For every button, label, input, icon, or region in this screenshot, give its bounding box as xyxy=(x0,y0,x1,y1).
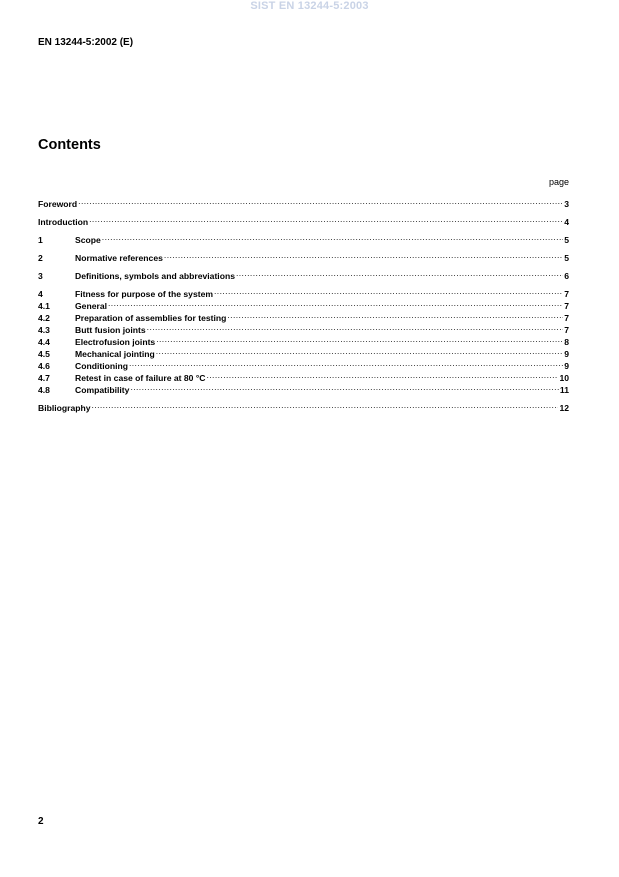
toc-entry-number: 4.5 xyxy=(38,349,50,359)
toc-entry-title: Conditioning xyxy=(75,361,128,371)
toc-entry-number: 1 xyxy=(38,235,43,245)
toc-dot-leader xyxy=(89,214,563,225)
toc-entry[interactable] xyxy=(38,286,569,297)
toc-entry-number: 4.6 xyxy=(38,361,50,371)
toc-entry[interactable] xyxy=(38,232,569,243)
toc-entry-page: 9 xyxy=(564,361,569,371)
toc-entry[interactable] xyxy=(38,358,569,369)
toc-entry-title: Compatibility xyxy=(75,385,130,395)
toc-entry-page: 6 xyxy=(564,271,569,281)
toc-entry[interactable] xyxy=(38,382,569,393)
toc-entry-page: 9 xyxy=(564,349,569,359)
document-id: EN 13244-5:2002 (E) xyxy=(38,37,134,48)
contents-title: Contents xyxy=(38,137,101,153)
toc-entry-page: 7 xyxy=(564,289,569,299)
toc-entry-page: 10 xyxy=(559,373,569,383)
toc-dot-leader xyxy=(227,310,563,321)
toc-dot-leader xyxy=(108,298,563,309)
toc-entry-title: Fitness for purpose of the system xyxy=(75,289,214,299)
toc-entry-title: Preparation of assemblies for testing xyxy=(75,313,227,323)
toc-entry-page: 7 xyxy=(564,325,569,335)
toc-dot-leader xyxy=(206,370,558,381)
toc-entry-title: Electrofusion joints xyxy=(75,337,156,347)
toc-entry-title: General xyxy=(75,301,108,311)
toc-dot-leader xyxy=(164,250,563,261)
toc-entry-page: 11 xyxy=(559,385,569,395)
toc-entry-page: 8 xyxy=(564,337,569,347)
toc-entry[interactable] xyxy=(38,370,569,381)
toc-entry-title: Introduction xyxy=(38,217,89,227)
toc-dot-leader xyxy=(102,232,563,243)
toc-entry-number: 4.1 xyxy=(38,301,50,311)
toc-entry[interactable] xyxy=(38,334,569,345)
watermark: SIST EN 13244-5:2003 xyxy=(250,0,369,12)
toc-entry[interactable] xyxy=(38,322,569,333)
toc-entry-number: 4 xyxy=(38,289,43,299)
toc-entry-title: Retest in case of failure at 80 °C xyxy=(75,373,206,383)
toc-entry-title: Butt fusion joints xyxy=(75,325,146,335)
page-number: 2 xyxy=(38,816,44,827)
toc-entry-page: 5 xyxy=(564,235,569,245)
toc-entry-title: Scope xyxy=(75,235,101,245)
toc-entry-page: 12 xyxy=(559,403,569,413)
toc-entry-page: 3 xyxy=(564,199,569,209)
toc-entry-number: 2 xyxy=(38,253,43,263)
toc-dot-leader xyxy=(156,334,563,345)
toc-entry-page: 7 xyxy=(564,313,569,323)
toc-entry-title: Definitions, symbols and abbreviations xyxy=(75,271,235,281)
page-column-label: page xyxy=(548,177,569,187)
toc-dot-leader xyxy=(129,358,563,369)
toc-entry-page: 7 xyxy=(564,301,569,311)
toc-entry[interactable] xyxy=(38,214,569,225)
toc-dot-leader xyxy=(147,322,564,333)
toc-entry-number: 4.7 xyxy=(38,373,50,383)
toc-entry-title: Bibliography xyxy=(38,403,91,413)
toc-entry[interactable] xyxy=(38,310,569,321)
toc-entry-title: Mechanical jointing xyxy=(75,349,155,359)
toc-entry-number: 4.3 xyxy=(38,325,50,335)
toc-entry-title: Normative references xyxy=(75,253,163,263)
toc-entry-number: 4.8 xyxy=(38,385,50,395)
toc-entry[interactable] xyxy=(38,298,569,309)
toc-entry-title: Foreword xyxy=(38,199,78,209)
toc-dot-leader xyxy=(156,346,563,357)
toc-entry-number: 3 xyxy=(38,271,43,281)
toc-entry[interactable] xyxy=(38,400,569,411)
toc-dot-leader xyxy=(236,268,563,279)
toc-entry[interactable] xyxy=(38,196,569,207)
toc-entry[interactable] xyxy=(38,346,569,357)
toc-dot-leader xyxy=(78,196,563,207)
toc-entry-number: 4.2 xyxy=(38,313,50,323)
toc-entry[interactable] xyxy=(38,268,569,279)
toc-dot-leader xyxy=(214,286,563,297)
toc-entry[interactable] xyxy=(38,250,569,261)
toc-entry-number: 4.4 xyxy=(38,337,50,347)
toc-dot-leader xyxy=(130,382,558,393)
toc-entry-page: 4 xyxy=(564,217,569,227)
toc-entry-page: 5 xyxy=(564,253,569,263)
toc-dot-leader xyxy=(92,400,559,411)
